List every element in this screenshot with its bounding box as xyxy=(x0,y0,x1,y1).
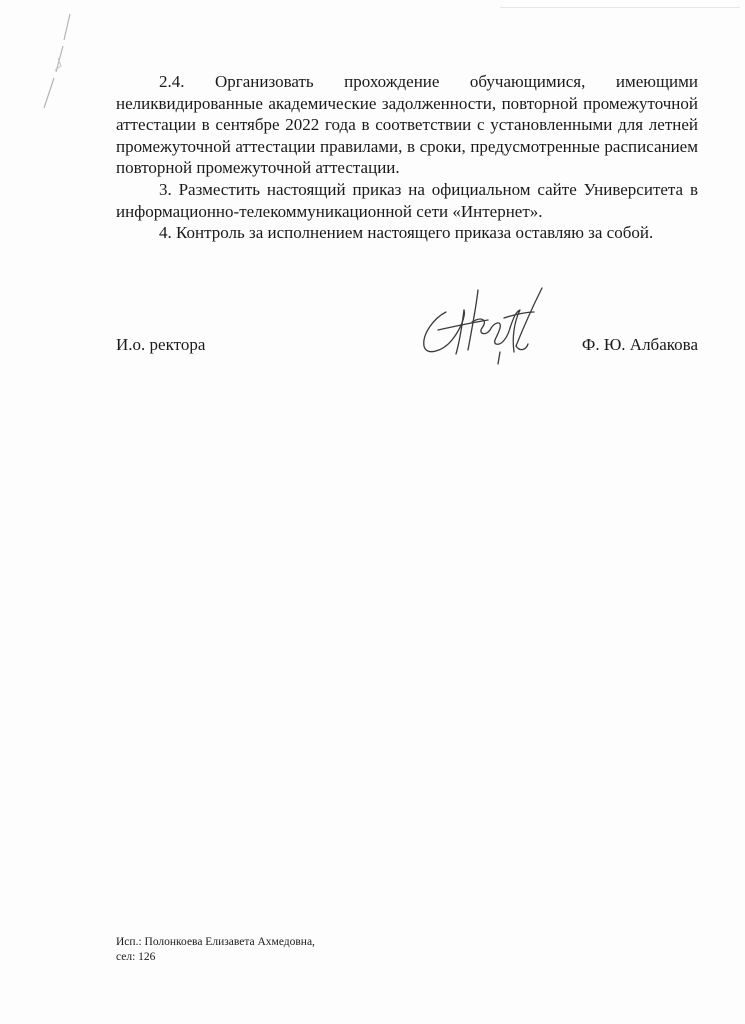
signatory-role: И.о. ректора xyxy=(116,335,206,354)
executor-name: Исп.: Полонкоева Елизавета Ахмедовна, xyxy=(116,936,315,948)
executor-phone: сел: 126 xyxy=(116,951,156,963)
executor-footer xyxy=(116,935,315,965)
paragraph-3: 3. Разместить настоящий приказ на официальном сайте Университета в информационно-телекоммуникационной сети «Интернет». xyxy=(116,179,698,221)
paragraph-2-4: 2.4. Организовать прохождение обучающимися, имеющими неликвидированные академические задолженности, повторной промежуточной аттестации в сентябре 2022 года в соответствии с установленными для летней промежуточной аттестации правилами, в сроки, предусмотренные расписанием повторной промежуточной аттестации. xyxy=(116,72,698,178)
order-body xyxy=(116,71,698,244)
scan-artifact-mark xyxy=(30,10,80,120)
handwritten-signature xyxy=(416,282,551,372)
signature-block xyxy=(116,335,698,359)
paragraph-4: 4. Контроль за исполнением настоящего приказа оставляю за собой. xyxy=(159,223,654,243)
signatory-name: Ф. Ю. Албакова xyxy=(581,335,698,354)
scan-edge-line xyxy=(500,7,740,8)
